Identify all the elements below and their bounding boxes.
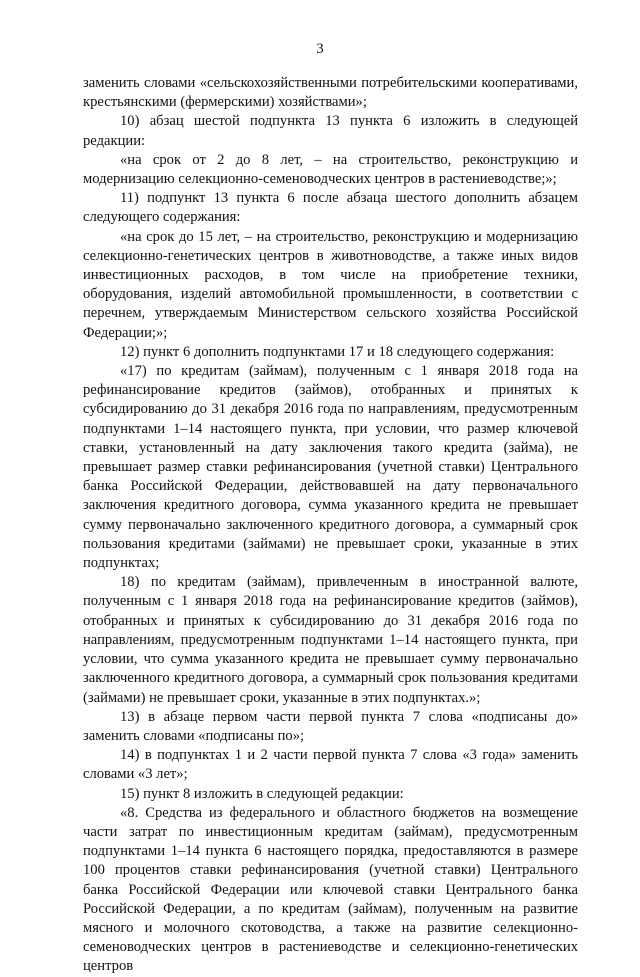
document-body bbox=[83, 74, 578, 977]
paragraph-9: 13) в абзаце первом части первой пункта 7 слова «подписаны до» заменить словами «подписаны по»; bbox=[83, 708, 578, 744]
paragraph-11: 15) пункт 8 изложить в следующей редакции: bbox=[120, 785, 404, 802]
paragraph-1: заменить словами «сельскохозяйственными потребительскими кооперативами, крестьянскими (фермерскими) хозяйствами»; bbox=[83, 75, 578, 111]
paragraph-3: «на срок от 2 до 8 лет, – на строительство, реконструкцию и модернизацию селекционно-семеноводческих центров в растениеводстве;»; bbox=[83, 151, 578, 188]
paragraph-2: 10) абзац шестой подпункта 13 пункта 6 изложить в следующей редакции: bbox=[83, 113, 578, 149]
paragraph-7: «17) по кредитам (займам), полученным с 1 января 2018 года на рефинансирование кредитов (займов), отобранных и принятых к субсидированию до 31 декабря 2016 года по направлениям, предусмотренным подпунктами 1–14 настоящего пункта, при условии, что размер ключевой ставки, установленный на дату заключения такого кредита (займа), не превышает размер ставки рефинансирования (учетной ставки) Центрального банка Российской Федерации, действовавшей на дату первоначального заключения кредитного договора, сумма указанного кредита не превышает сумму первоначально заключенного кредитного договора, а суммарный срок пользования кредитами (займами) не превышает сроки, указанные в этих подпунктах; bbox=[83, 363, 578, 572]
paragraph-8: 18) по кредитам (займам), привлеченным в иностранной валюте, полученным с 1 января 2018 года на рефинансирование кредитов (займов), отобранных и принятых к субсидированию до 31 декабря 2016 года по направлениям, предусмотренным подпунктами 1–14 настоящего пункта, при условии, что сумма указанного кредита не превышает сумму первоначально заключенного кредитного договора, а суммарный срок пользования кредитами (займами) не превышает сроки, указанные в этих подпунктах.»; bbox=[83, 574, 578, 706]
paragraph-12: «8. Средства из федерального и областного бюджетов на возмещение части затрат по инвестиционным кредитам (займам), предусмотренным подпунктами 1–14 пункта 6 настоящего порядка, предоставляются в размере 100 процентов ставки рефинансирования (учетной ставки) Центрального банка Российской Федерации или ключевой ставки Центрального банка Российской Федерации, а по кредитам (займам), полученным на развитие мясного и молочного скотоводства, а также на развитие селекционно-семеноводческих центров в растениеводстве и селекционно-генетических центров bbox=[83, 804, 578, 975]
paragraph-6: 12) пункт 6 дополнить подпунктами 17 и 18 следующего содержания: bbox=[120, 343, 555, 360]
page-number: 3 bbox=[316, 41, 324, 57]
paragraph-5: «на срок до 15 лет, – на строительство, реконструкцию и модернизацию селекционно-генетических центров в животноводстве, а также иных видов инвестиционных расходов, в том числе на приобретение техники, оборудования, изделий автомобильной промышленности, в соответствии с перечнем, утверждаемым Министерством сельского хозяйства Российской Федерации;»; bbox=[83, 228, 578, 341]
paragraph-10: 14) в подпунктах 1 и 2 части первой пункта 7 слова «3 года» заменить словами «3 лет»; bbox=[83, 747, 578, 783]
paragraph-4: 11) подпункт 13 пункта 6 после абзаца шестого дополнить абзацем следующего содержания: bbox=[83, 190, 578, 226]
